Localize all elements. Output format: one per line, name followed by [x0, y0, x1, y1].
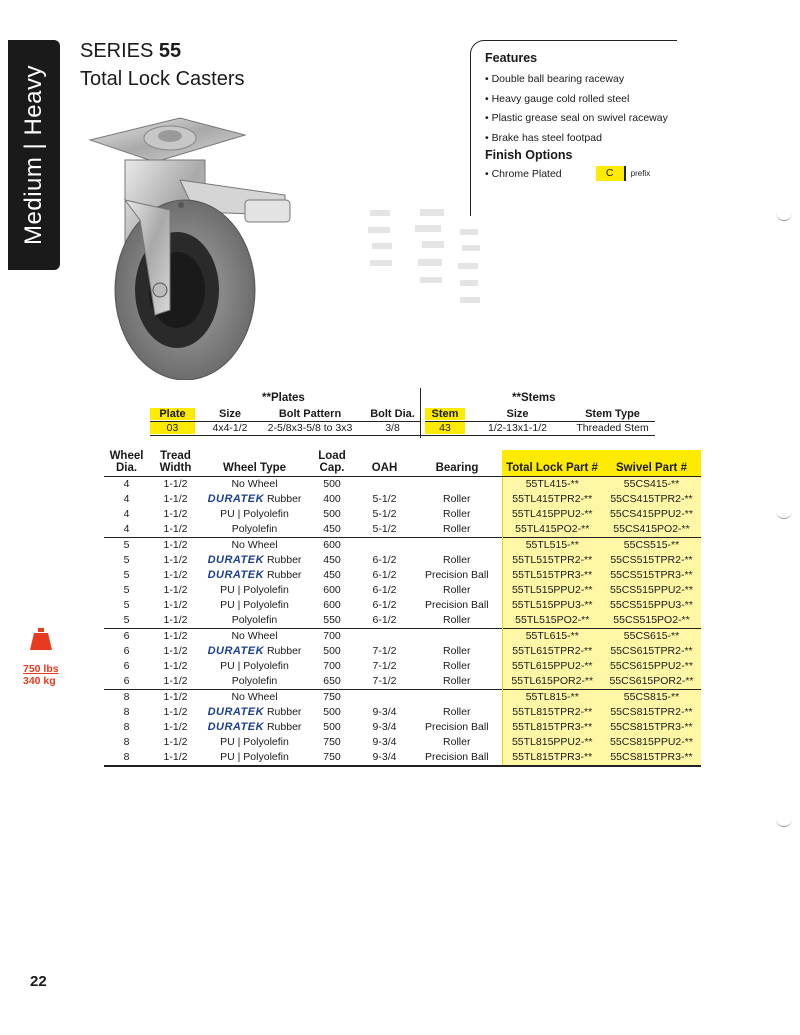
oah-cell: 7-1/2	[372, 675, 397, 687]
oah-cell: 6-1/2	[372, 554, 397, 566]
wheel-type-cell: PU | Polyolefin	[202, 750, 307, 766]
total-lock-part-cell: 55TL515TPR3-**	[502, 568, 602, 583]
stem-size-col: Size	[506, 408, 529, 420]
features-panel	[470, 40, 677, 216]
swivel-part-cell: 55CS515PO2-**	[602, 613, 701, 629]
tread-width-cell: 1-1/2	[163, 675, 188, 687]
faded-background-text	[360, 205, 500, 315]
finish-heading: Finish Options	[485, 148, 573, 162]
table-row	[104, 629, 701, 645]
col-load-cap: Load Cap.	[307, 450, 357, 477]
swivel-part-cell: 55CS615PPU2-**	[602, 659, 701, 674]
total-lock-part-cell: 55TL415-**	[502, 477, 602, 493]
wheel-type-text: Rubber	[264, 493, 302, 505]
wheel-type-cell	[202, 705, 307, 720]
wheel-dia-cell: 8	[123, 706, 130, 718]
table-row	[104, 553, 701, 568]
load-cap-cell: 600	[323, 599, 341, 611]
wheel-dia-cell: 5	[123, 584, 130, 596]
table-row	[104, 492, 701, 507]
load-cap-cell: 750	[323, 736, 341, 748]
swivel-part-cell: 55CS515PPU3-**	[602, 598, 701, 613]
wheel-type-cell: PU | Polyolefin	[220, 660, 289, 672]
total-lock-part-cell: 55TL415PO2-**	[502, 522, 602, 538]
swivel-part-cell: 55CS515-**	[602, 538, 701, 554]
wheel-dia-cell: 8	[123, 736, 130, 748]
series-number: 55	[158, 40, 182, 62]
bearing-cell: Roller	[443, 736, 471, 748]
total-lock-part-cell: 55TL815TPR2-**	[502, 705, 602, 720]
oah-cell: 6-1/2	[372, 614, 397, 626]
load-cap-cell: 750	[307, 750, 357, 766]
load-cap-cell: 400	[323, 493, 341, 505]
swivel-part-cell: 55CS815TPR3-**	[602, 750, 701, 766]
finish-code: C	[596, 166, 626, 181]
weight-icon	[30, 628, 52, 650]
oah-cell: 9-3/4	[372, 736, 397, 748]
wheel-dia-cell: 8	[123, 721, 130, 733]
stem-size-value: 1/2-13x1-1/2	[488, 422, 547, 434]
wheel-type-text: Rubber	[264, 554, 302, 566]
table-row	[104, 583, 701, 598]
swivel-part-cell: 55CS815TPR2-**	[602, 705, 701, 720]
tread-width-cell: 1-1/2	[163, 706, 188, 718]
total-lock-part-cell: 55TL615POR2-**	[502, 674, 602, 690]
table-row	[104, 690, 701, 706]
load-cap-cell: 500	[323, 706, 341, 718]
oah-cell: 6-1/2	[372, 569, 397, 581]
table-body	[104, 477, 701, 767]
finish-item: Chrome Plated	[491, 167, 562, 180]
wheel-type-cell	[202, 553, 307, 568]
tread-width-cell: 1-1/2	[163, 584, 188, 596]
tread-width-cell: 1-1/2	[149, 690, 202, 706]
feature-item: • Heavy gauge cold rolled steel	[485, 92, 630, 105]
page-number: 22	[30, 973, 47, 990]
table-row	[104, 598, 701, 613]
parts-table	[104, 450, 701, 767]
table-row	[104, 674, 701, 690]
swivel-part-cell: 55CS515TPR3-**	[602, 568, 701, 583]
swivel-part-cell: 55CS515PPU2-**	[602, 583, 701, 598]
load-cap-cell: 600	[307, 538, 357, 554]
tread-width-cell: 1-1/2	[163, 554, 188, 566]
wheel-type-text: Rubber	[264, 569, 302, 581]
load-cap-cell: 500	[323, 721, 341, 733]
weight-lbs: 750 lbs	[23, 663, 59, 675]
duratek-logo: DURATEK	[207, 493, 265, 505]
table-header-row	[104, 450, 701, 477]
bolt-dia-col: Bolt Dia.	[370, 408, 415, 420]
wheel-dia-cell: 4	[123, 493, 130, 505]
table-row	[104, 750, 701, 766]
bolt-pattern-col: Bolt Pattern	[278, 408, 342, 420]
oah-cell: 9-3/4	[372, 721, 397, 733]
wheel-dia-cell: 8	[104, 750, 149, 766]
swivel-part-cell: 55CS815TPR3-**	[602, 720, 701, 735]
series-title	[80, 40, 181, 63]
oah-cell: 7-1/2	[372, 660, 397, 672]
total-lock-part-cell: 55TL815TPR3-**	[502, 720, 602, 735]
wheel-dia-cell: 6	[104, 629, 149, 645]
table-row	[104, 705, 701, 720]
side-tab	[8, 40, 60, 270]
tread-width-cell: 1-1/2	[163, 599, 188, 611]
col-total-lock-part: Total Lock Part #	[502, 450, 602, 477]
oah-cell: 9-3/4	[372, 706, 397, 718]
total-lock-part-cell: 55TL615TPR2-**	[502, 644, 602, 659]
col-oah: OAH	[357, 450, 412, 477]
oah-cell	[357, 538, 412, 554]
total-lock-part-cell: 55TL815PPU2-**	[502, 735, 602, 750]
tread-width-cell: 1-1/2	[149, 750, 202, 766]
load-cap-cell: 600	[323, 584, 341, 596]
total-lock-part-cell: 55TL415PPU2-**	[502, 507, 602, 522]
table-row	[104, 613, 701, 629]
feature-item: • Brake has steel footpad	[485, 131, 602, 144]
tread-width-cell: 1-1/2	[163, 569, 188, 581]
load-cap-cell: 500	[323, 508, 341, 520]
tread-width-cell: 1-1/2	[163, 645, 188, 657]
swivel-part-cell: 55CS615POR2-**	[602, 674, 701, 690]
load-cap-cell: 450	[323, 569, 341, 581]
total-lock-part-cell: 55TL615-**	[502, 629, 602, 645]
table-row	[104, 507, 701, 522]
side-tab-label: Medium | Heavy	[20, 65, 47, 245]
divider	[420, 388, 421, 438]
oah-cell: 7-1/2	[372, 645, 397, 657]
caster-image	[85, 100, 295, 380]
tread-width-cell: 1-1/2	[163, 721, 188, 733]
wheel-type-cell	[202, 720, 307, 735]
oah-cell: 5-1/2	[372, 493, 397, 505]
swivel-part-cell: 55CS515TPR2-**	[602, 553, 701, 568]
wheel-type-cell	[202, 568, 307, 583]
plate-size-value: 4x4-1/2	[212, 422, 248, 434]
swivel-part-cell: 55CS615TPR2-**	[602, 644, 701, 659]
bearing-cell: Precision Ball	[424, 569, 489, 581]
col-wheel-type: Wheel Type	[202, 450, 307, 477]
wheel-type-cell: No Wheel	[231, 478, 278, 490]
wheel-type-text: Rubber	[264, 706, 302, 718]
binder-notch	[776, 212, 792, 221]
plate-size-col: Size	[218, 408, 241, 420]
swivel-part-cell: 55CS415PPU2-**	[602, 507, 701, 522]
oah-cell: 6-1/2	[372, 599, 397, 611]
finish-note: prefix	[630, 169, 651, 178]
feature-item: • Double ball bearing raceway	[485, 73, 625, 85]
total-lock-part-cell: 55TL415TPR2-**	[502, 492, 602, 507]
oah-cell	[357, 690, 412, 706]
wheel-dia-cell: 6	[123, 660, 130, 672]
wheel-dia-cell: 8	[104, 690, 149, 706]
duratek-logo: DURATEK	[207, 706, 265, 718]
bearing-cell: Roller	[443, 523, 471, 535]
series-label: SERIES	[80, 40, 154, 62]
plate-value: 03	[150, 422, 195, 434]
swivel-part-cell: 55CS415PO2-**	[602, 522, 701, 538]
col-bearing: Bearing	[412, 450, 502, 477]
load-cap-cell: 700	[323, 660, 341, 672]
duratek-logo: DURATEK	[207, 645, 265, 657]
swivel-part-cell: 55CS615-**	[602, 629, 701, 645]
plate-col: Plate	[150, 408, 195, 420]
wheel-type-cell: PU | Polyolefin	[220, 599, 289, 611]
bearing-cell: Roller	[443, 614, 471, 626]
plates-header: **Plates	[262, 392, 305, 404]
load-cap-cell: 550	[323, 614, 341, 626]
oah-cell: 6-1/2	[372, 584, 397, 596]
duratek-logo: DURATEK	[207, 569, 265, 581]
oah-cell	[357, 477, 412, 493]
tread-width-cell: 1-1/2	[163, 523, 188, 535]
tread-width-cell: 1-1/2	[149, 629, 202, 645]
wheel-dia-cell: 5	[123, 599, 130, 611]
col-tread-width: Tread Width	[149, 450, 202, 477]
wheel-type-cell: No Wheel	[202, 690, 307, 706]
total-lock-part-cell: 55TL515PO2-**	[502, 613, 602, 629]
table-row	[104, 735, 701, 750]
tread-width-cell: 1-1/2	[163, 493, 188, 505]
bearing-cell	[412, 629, 502, 645]
page-subtitle: Total Lock Casters	[80, 68, 245, 90]
duratek-logo: DURATEK	[207, 554, 265, 566]
bearing-cell	[412, 538, 502, 554]
total-lock-part-cell: 55TL515TPR2-**	[502, 553, 602, 568]
wheel-dia-cell: 5	[123, 569, 130, 581]
finish-option: • Chrome Plated C prefix	[485, 167, 651, 180]
table-row	[104, 720, 701, 735]
table-row	[104, 522, 701, 538]
wheel-type-cell: Polyolefin	[231, 675, 278, 687]
col-wheel-dia: Wheel Dia.	[104, 450, 149, 477]
stem-value: 43	[425, 422, 465, 434]
tread-width-cell: 1-1/2	[163, 660, 188, 672]
feature-item: • Plastic grease seal on swivel raceway	[485, 112, 668, 124]
table-row	[104, 659, 701, 674]
bearing-cell	[412, 477, 502, 493]
bolt-dia-value: 3/8	[385, 422, 400, 434]
oah-cell	[357, 629, 412, 645]
wheel-type-cell: No Wheel	[202, 538, 307, 554]
wheel-type-cell: PU | Polyolefin	[220, 508, 289, 520]
total-lock-part-cell: 55TL515PPU3-**	[502, 598, 602, 613]
wheel-type-cell: Polyolefin	[231, 614, 278, 626]
oah-cell: 5-1/2	[372, 523, 397, 535]
table-row	[104, 644, 701, 659]
tread-width-cell: 1-1/2	[163, 614, 188, 626]
wheel-dia-cell: 6	[123, 645, 130, 657]
swivel-part-cell: 55CS815PPU2-**	[602, 735, 701, 750]
wheel-type-cell	[202, 644, 307, 659]
stems-header: **Stems	[512, 392, 556, 404]
weight-kg: 340 kg	[23, 675, 56, 687]
load-cap-cell: 450	[323, 554, 341, 566]
load-cap-cell: 700	[307, 629, 357, 645]
table-row	[104, 538, 701, 554]
total-lock-part-cell: 55TL815-**	[502, 690, 602, 706]
load-cap-cell: 500	[323, 478, 341, 490]
load-cap-cell: 650	[323, 675, 341, 687]
swivel-part-cell: 55CS415TPR2-**	[602, 492, 701, 507]
swivel-part-cell: 55CS815-**	[602, 690, 701, 706]
bearing-cell: Roller	[443, 675, 471, 687]
bearing-cell: Precision Ball	[424, 721, 489, 733]
wheel-type-cell: PU | Polyolefin	[220, 736, 289, 748]
oah-cell: 9-3/4	[357, 750, 412, 766]
features-list	[485, 70, 668, 148]
wheel-dia-cell: 4	[123, 478, 130, 490]
stem-type-col: Stem Type	[585, 408, 640, 420]
table-row	[104, 568, 701, 583]
binder-notch	[776, 818, 792, 827]
wheel-type-cell: No Wheel	[202, 629, 307, 645]
wheel-type-text: Rubber	[264, 721, 302, 733]
wheel-type-cell: Polyolefin	[231, 523, 278, 535]
bearing-cell: Roller	[443, 554, 471, 566]
bearing-cell	[412, 690, 502, 706]
binder-notch	[776, 510, 792, 519]
bearing-cell: Roller	[443, 584, 471, 596]
bearing-cell: Roller	[443, 660, 471, 672]
wheel-dia-cell: 5	[104, 538, 149, 554]
table-row	[104, 477, 701, 493]
wheel-type-cell: PU | Polyolefin	[220, 584, 289, 596]
bearing-cell: Roller	[443, 706, 471, 718]
duratek-logo: DURATEK	[207, 721, 265, 733]
wheel-dia-cell: 5	[123, 614, 130, 626]
bearing-cell: Roller	[443, 493, 471, 505]
total-lock-part-cell: 55TL515-**	[502, 538, 602, 554]
stem-type-value: Threaded Stem	[576, 422, 649, 434]
stem-col: Stem	[425, 408, 465, 420]
load-cap-cell: 500	[323, 645, 341, 657]
tread-width-cell: 1-1/2	[149, 538, 202, 554]
wheel-dia-cell: 4	[123, 523, 130, 535]
wheel-dia-cell: 5	[123, 554, 130, 566]
col-swivel-part: Swivel Part #	[602, 450, 701, 477]
total-lock-part-cell: 55TL815TPR3-**	[502, 750, 602, 766]
features-heading: Features	[485, 51, 538, 65]
bearing-cell: Roller	[443, 508, 471, 520]
bearing-cell: Precision Ball	[424, 599, 489, 611]
swivel-part-cell: 55CS415-**	[602, 477, 701, 493]
wheel-type-cell	[202, 492, 307, 507]
load-cap-cell: 750	[307, 690, 357, 706]
load-cap-cell: 450	[323, 523, 341, 535]
tread-width-cell: 1-1/2	[163, 508, 188, 520]
wheel-dia-cell: 4	[123, 508, 130, 520]
tread-width-cell: 1-1/2	[163, 478, 188, 490]
tread-width-cell: 1-1/2	[163, 736, 188, 748]
plates-stems-table	[150, 388, 655, 438]
total-lock-part-cell: 55TL515PPU2-**	[502, 583, 602, 598]
bearing-cell: Precision Ball	[412, 750, 502, 766]
wheel-type-text: Rubber	[264, 645, 302, 657]
wheel-dia-cell: 6	[123, 675, 130, 687]
bearing-cell: Roller	[443, 645, 471, 657]
total-lock-part-cell: 55TL615PPU2-**	[502, 659, 602, 674]
oah-cell: 5-1/2	[372, 508, 397, 520]
bolt-pattern-value: 2-5/8x3-5/8 to 3x3	[267, 422, 353, 434]
